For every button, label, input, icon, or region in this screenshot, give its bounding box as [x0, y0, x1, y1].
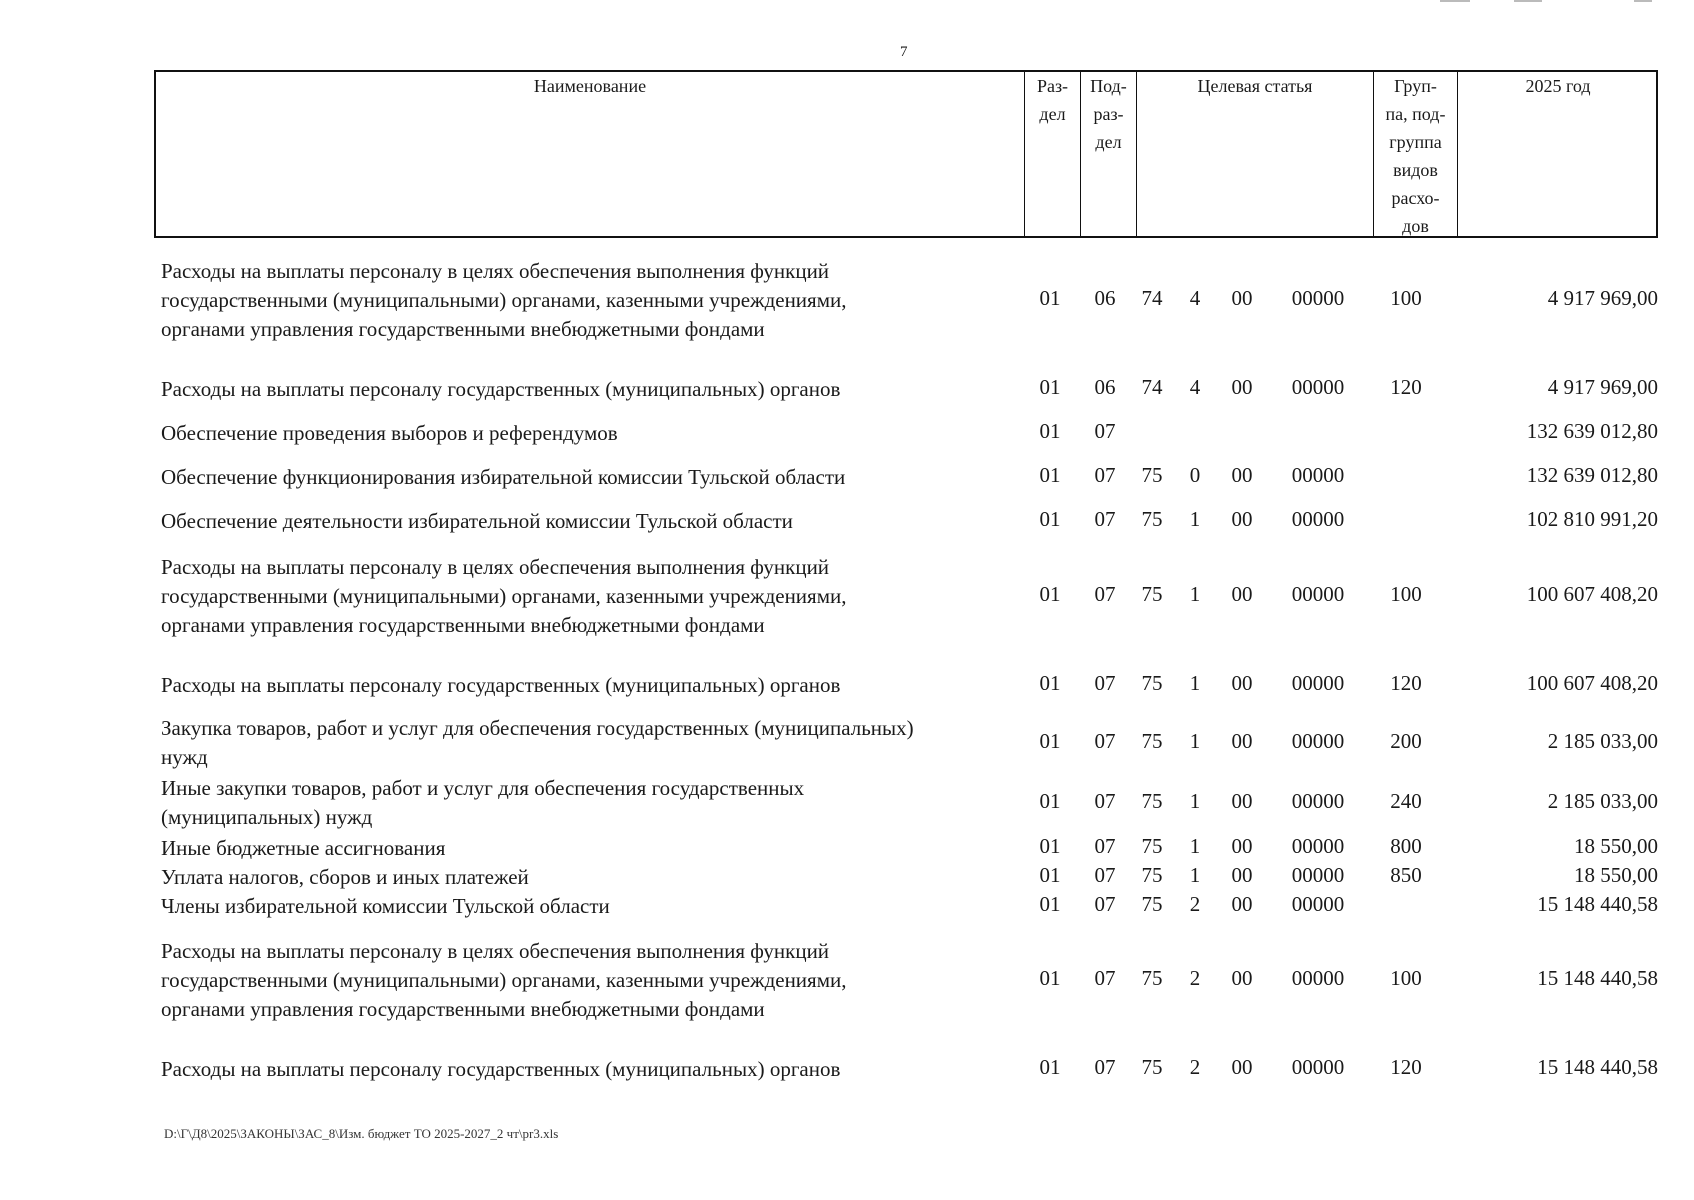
row-amount: 100 607 408,20: [1526, 582, 1658, 606]
row-t4: 00000: [1291, 863, 1345, 887]
row-amount: 18 550,00: [1574, 834, 1658, 858]
row-t4: 00000: [1291, 966, 1345, 990]
row-section: 01: [1039, 286, 1061, 310]
row-name-line: Обеспечение функционирования избирательной комиссии Тульской области: [161, 465, 846, 489]
row-name-line: органами управления государственными внебюджетными фондами: [161, 613, 765, 637]
row-t2: 1: [1189, 507, 1201, 531]
row-t2: 2: [1189, 1055, 1201, 1079]
row-t1: 75: [1141, 789, 1163, 813]
row-t2: 0: [1189, 463, 1201, 487]
row-amount: 15 148 440,58: [1537, 1055, 1658, 1079]
row-subsection: 07: [1094, 892, 1116, 916]
row-name: [161, 863, 1021, 892]
row-amount: 102 810 991,20: [1526, 507, 1658, 531]
row-t3: 00: [1231, 671, 1253, 695]
row-t3: 00: [1231, 1055, 1253, 1079]
row-section: 01: [1039, 863, 1061, 887]
table-header: [154, 70, 1658, 238]
row-t2: 1: [1189, 729, 1201, 753]
row-t2: 4: [1189, 286, 1201, 310]
row-name-line: Расходы на выплаты персоналу в целях обеспечения выполнения функций: [161, 555, 830, 579]
row-t3: 00: [1231, 863, 1253, 887]
header-year: 2025 год: [1525, 76, 1591, 96]
row-t1: 75: [1141, 863, 1163, 887]
row-section: 01: [1039, 892, 1061, 916]
row-name-line: Обеспечение деятельности избирательной комиссии Тульской области: [161, 509, 793, 533]
table-row: [0, 936, 1694, 1024]
row-subsection: 06: [1094, 375, 1116, 399]
row-name-line: Расходы на выплаты персоналу государственных (муниципальных) органов: [161, 673, 841, 697]
row-subsection: 07: [1094, 966, 1116, 990]
row-name: [161, 419, 1021, 448]
table-row: [0, 714, 1694, 772]
row-t2: 2: [1189, 892, 1201, 916]
row-section: 01: [1039, 966, 1061, 990]
row-section: 01: [1039, 582, 1061, 606]
row-t2: 1: [1189, 834, 1201, 858]
row-t1: 75: [1141, 1055, 1163, 1079]
row-t3: 00: [1231, 966, 1253, 990]
table-row: [0, 462, 1694, 492]
header-name: Наименование: [533, 76, 647, 96]
table-row: [0, 863, 1694, 891]
row-t1: 75: [1141, 729, 1163, 753]
row-t2: 4: [1189, 375, 1201, 399]
table-row: [0, 670, 1694, 700]
row-t4: 00000: [1291, 463, 1345, 487]
row-name: [161, 257, 1021, 344]
row-amount: 100 607 408,20: [1526, 671, 1658, 695]
row-t1: 74: [1141, 286, 1163, 310]
row-name-line: Закупка товаров, работ и услуг для обеспечения государственных (муниципальных): [161, 716, 914, 740]
row-amount: 4 917 969,00: [1547, 375, 1658, 399]
row-subsection: 07: [1094, 1055, 1116, 1079]
row-t2: 1: [1189, 789, 1201, 813]
table-row: [0, 374, 1694, 404]
row-name-line: Расходы на выплаты персоналу государственных (муниципальных) органов: [161, 377, 841, 401]
row-group: 100: [1390, 966, 1422, 990]
row-t4: 00000: [1291, 375, 1345, 399]
row-subsection: 07: [1094, 582, 1116, 606]
row-t2: 1: [1189, 582, 1201, 606]
row-t4: 00000: [1291, 286, 1345, 310]
row-t3: 00: [1231, 507, 1253, 531]
row-name: [161, 892, 1021, 921]
row-name: [161, 507, 1021, 536]
row-amount: 2 185 033,00: [1547, 729, 1658, 753]
row-group: 100: [1390, 286, 1422, 310]
row-t3: 00: [1231, 892, 1253, 916]
row-name-line: Расходы на выплаты персоналу государственных (муниципальных) органов: [161, 1057, 841, 1081]
row-amount: 132 639 012,80: [1526, 463, 1658, 487]
row-name-line: Расходы на выплаты персоналу в целях обеспечения выполнения функций: [161, 939, 830, 963]
row-t4: 00000: [1291, 729, 1345, 753]
row-subsection: 07: [1094, 419, 1116, 443]
row-t1: 75: [1141, 463, 1163, 487]
row-t3: 00: [1231, 286, 1253, 310]
row-section: 01: [1039, 1055, 1061, 1079]
row-name: [161, 671, 1021, 700]
row-name-line: Уплата налогов, сборов и иных платежей: [161, 865, 529, 889]
row-subsection: 07: [1094, 834, 1116, 858]
row-group: 240: [1390, 789, 1422, 813]
row-section: 01: [1039, 834, 1061, 858]
row-section: 01: [1039, 789, 1061, 813]
row-group: 200: [1390, 729, 1422, 753]
row-name: [161, 1055, 1021, 1084]
row-section: 01: [1039, 671, 1061, 695]
row-t1: 75: [1141, 892, 1163, 916]
row-t4: 00000: [1291, 1055, 1345, 1079]
row-amount: 15 148 440,58: [1537, 892, 1658, 916]
row-section: 01: [1039, 507, 1061, 531]
row-group: 100: [1390, 582, 1422, 606]
row-name-line: Обеспечение проведения выборов и референдумов: [161, 421, 618, 445]
table-row: [0, 256, 1694, 344]
row-subsection: 07: [1094, 507, 1116, 531]
table-row: [0, 892, 1694, 920]
table-row: [0, 834, 1694, 862]
row-t4: 00000: [1291, 507, 1345, 531]
row-name: [161, 774, 1021, 832]
row-name-line: нужд: [161, 745, 208, 769]
row-section: 01: [1039, 463, 1061, 487]
row-t2: 1: [1189, 863, 1201, 887]
row-t4: 00000: [1291, 834, 1345, 858]
table-row: [0, 1054, 1694, 1084]
row-t3: 00: [1231, 789, 1253, 813]
row-group: 800: [1390, 834, 1422, 858]
row-name: [161, 714, 1021, 772]
row-subsection: 07: [1094, 863, 1116, 887]
row-group: 120: [1390, 375, 1422, 399]
row-group: 120: [1390, 671, 1422, 695]
row-section: 01: [1039, 375, 1061, 399]
row-section: 01: [1039, 419, 1061, 443]
table-row: [0, 506, 1694, 536]
row-name-line: органами управления государственными внебюджетными фондами: [161, 317, 765, 341]
row-name: [161, 553, 1021, 640]
row-t4: 00000: [1291, 789, 1345, 813]
row-t4: 00000: [1291, 671, 1345, 695]
row-t3: 00: [1231, 375, 1253, 399]
row-amount: 132 639 012,80: [1526, 419, 1658, 443]
row-subsection: 07: [1094, 789, 1116, 813]
row-amount: 2 185 033,00: [1547, 789, 1658, 813]
row-name-line: государственными (муниципальными) органами, казенными учреждениями,: [161, 584, 847, 608]
row-name-line: Иные закупки товаров, работ и услуг для обеспечения государственных: [161, 776, 805, 800]
row-name: [161, 463, 1021, 492]
row-name-line: государственными (муниципальными) органами, казенными учреждениями,: [161, 968, 847, 992]
row-t3: 00: [1231, 729, 1253, 753]
row-amount: 18 550,00: [1574, 863, 1658, 887]
page-number: 7: [900, 44, 908, 60]
row-t1: 75: [1141, 834, 1163, 858]
row-t3: 00: [1231, 582, 1253, 606]
row-t1: 75: [1141, 507, 1163, 531]
table-row: [0, 418, 1694, 448]
row-name-line: Иные бюджетные ассигнования: [161, 836, 446, 860]
row-name-line: Расходы на выплаты персоналу в целях обеспечения выполнения функций: [161, 259, 830, 283]
row-t1: 74: [1141, 375, 1163, 399]
row-name: [161, 834, 1021, 863]
row-group: 120: [1390, 1055, 1422, 1079]
row-t3: 00: [1231, 834, 1253, 858]
row-t4: 00000: [1291, 892, 1345, 916]
row-group: 850: [1390, 863, 1422, 887]
row-name-line: государственными (муниципальными) органами, казенными учреждениями,: [161, 288, 847, 312]
file-path-footer: D:\Г\Д8\2025\ЗАКОНЫ\ЗАС_8\Изм. бюджет ТО 2025-2027_2 чт\pr3.xls: [164, 1126, 559, 1141]
row-name: [161, 937, 1021, 1024]
row-t1: 75: [1141, 671, 1163, 695]
header-expense-group: Груп- па, под- группа видов расхо- дов: [1385, 76, 1446, 236]
row-name-line: органами управления государственными внебюджетными фондами: [161, 997, 765, 1021]
row-amount: 15 148 440,58: [1537, 966, 1658, 990]
row-subsection: 06: [1094, 286, 1116, 310]
table-row: [0, 552, 1694, 640]
row-name-line: (муниципальных) нужд: [161, 805, 373, 829]
row-t1: 75: [1141, 582, 1163, 606]
row-section: 01: [1039, 729, 1061, 753]
row-amount: 4 917 969,00: [1547, 286, 1658, 310]
row-t3: 00: [1231, 463, 1253, 487]
row-name: [161, 375, 1021, 404]
row-t1: 75: [1141, 966, 1163, 990]
header-target-article: Целевая статья: [1197, 76, 1313, 96]
header-subsection: Под- раз- дел: [1090, 76, 1127, 152]
row-t4: 00000: [1291, 582, 1345, 606]
row-subsection: 07: [1094, 671, 1116, 695]
header-section: Раз- дел: [1036, 76, 1069, 124]
row-subsection: 07: [1094, 729, 1116, 753]
table-row: [0, 774, 1694, 832]
row-t2: 1: [1189, 671, 1201, 695]
row-t2: 2: [1189, 966, 1201, 990]
row-name-line: Члены избирательной комиссии Тульской области: [161, 894, 610, 918]
row-subsection: 07: [1094, 463, 1116, 487]
scan-corner-marks: [1434, 0, 1694, 6]
